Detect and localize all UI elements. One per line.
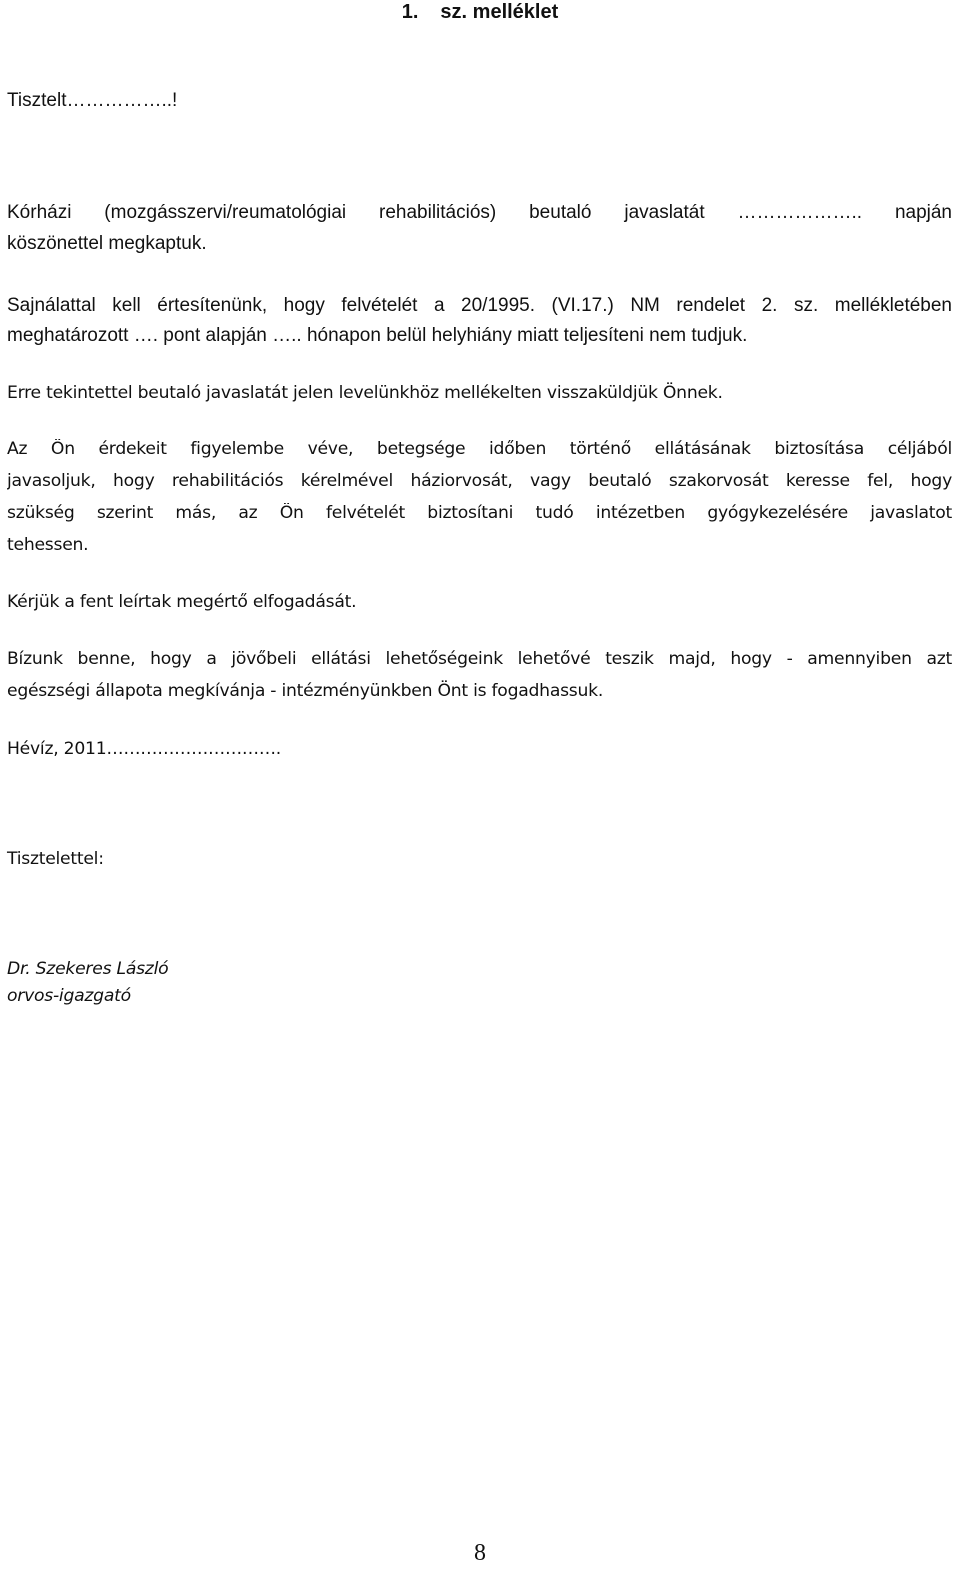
- appendix-title: sz. melléklet: [440, 1, 559, 23]
- appendix-number: 1.: [401, 1, 419, 23]
- para4-line4: tehessen.: [7, 535, 89, 555]
- para6-line1: Bízunk benne, hogy a jövőbeli ellátási lehetőségeink lehetővé teszik majd, hogy - amennyiben azt: [7, 649, 952, 669]
- para4-line2: javasoljuk, hogy rehabilitációs kérelmével háziorvosát, vagy beutaló szakorvosát keresse fel, hogy: [7, 471, 952, 491]
- para4-line3: szükség szerint más, az Ön felvételét biztosítani tudó intézetben gyógykezelésére javaslatot: [7, 503, 952, 523]
- para4-line1: Az Ön érdekeit figyelembe véve, betegsége időben történő ellátásának biztosítása céljából: [7, 439, 952, 459]
- para2-line2: meghatározott …. pont alapján ….. hónapon belül helyhiány miatt teljesíteni nem tudjuk.: [7, 325, 748, 346]
- para3: Erre tekintettel beutaló javaslatát jelen levelünkhöz mellékelten visszaküldjük Önnek.: [7, 383, 723, 403]
- para5: Kérjük a fent leírtak megértő elfogadását.: [7, 592, 357, 612]
- page-number: 8: [474, 1540, 486, 1566]
- para1-line2: köszönettel megkaptuk.: [7, 233, 207, 254]
- signatory-name: Dr. Szekeres László: [7, 959, 169, 979]
- para6-line2: egészségi állapota megkívánja - intézményünkben Önt is fogadhassuk.: [7, 681, 604, 701]
- appendix-heading: [0, 0, 960, 24]
- para1-line1: Kórházi (mozgásszervi/reumatológiai rehabilitációs) beutaló javaslatát ……………….. napján: [7, 202, 952, 223]
- salutation: Tisztelt……………..!: [7, 90, 178, 111]
- para2-line1: Sajnálattal kell értesítenünk, hogy felvételét a 20/1995. (VI.17.) NM rendelet 2. sz. mellékletében: [7, 295, 952, 316]
- signatory-title: orvos-igazgató: [7, 986, 131, 1006]
- closing: Tisztelettel:: [7, 849, 104, 869]
- place-date: Hévíz, 2011………………………….: [7, 739, 281, 759]
